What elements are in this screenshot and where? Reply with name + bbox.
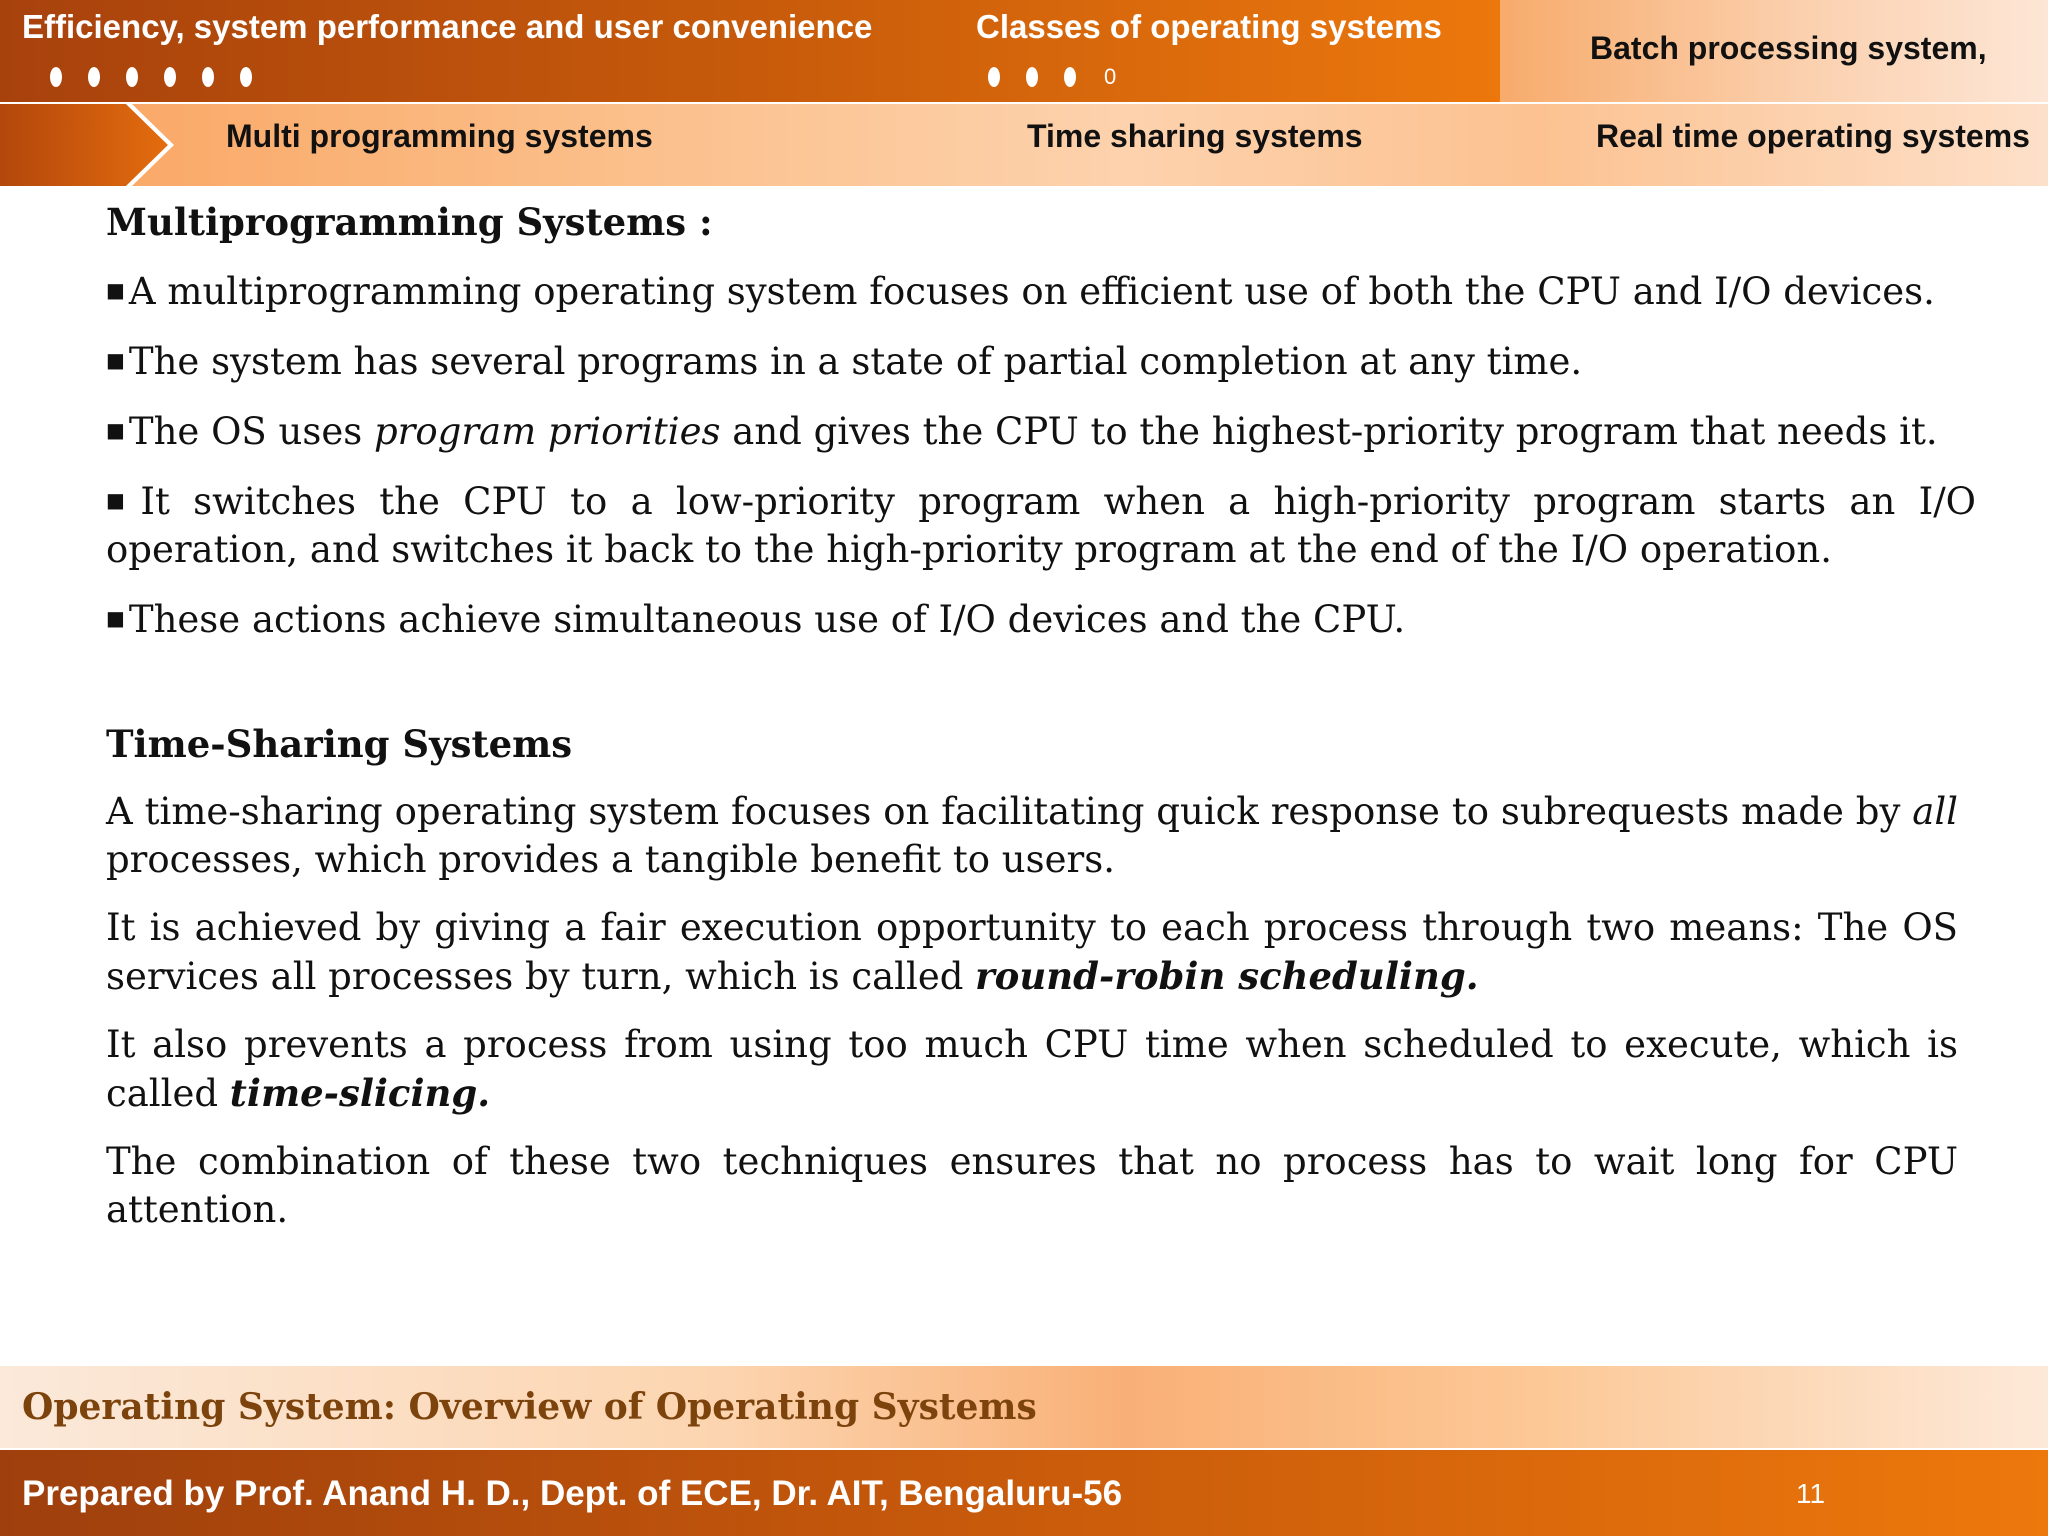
progress-dot (240, 67, 252, 87)
paragraph (106, 788, 1958, 884)
paragraph (106, 1138, 1958, 1234)
paragraph-text: processes, which provides a tangible benefit to users. (106, 838, 1115, 881)
paragraph-text: It also prevents a process from using too much CPU time when scheduled to execute, which is called (106, 1023, 1958, 1115)
nav-efficiency-performance[interactable]: Efficiency, system performance and user convenience (22, 8, 873, 45)
bullet-text: The OS uses (128, 410, 374, 453)
emphasis-program-priorities: program priorities (373, 410, 721, 453)
nav-batch-processing[interactable]: Batch processing system, (1590, 30, 1987, 66)
section-heading-time-sharing: Time-Sharing Systems (106, 722, 573, 766)
paragraph-text: It is achieved by giving a fair execution opportunity to each process through two means: The OS services all processes by turn, which is called (106, 906, 1958, 998)
bullet-item (106, 336, 1976, 386)
progress-dots-2 (988, 62, 1138, 90)
progress-dot-open: 0 (1104, 63, 1139, 89)
nav-real-time-os[interactable]: Real time operating systems (1596, 118, 2030, 154)
progress-dot (50, 67, 62, 87)
course-title: Operating System: Overview of Operating Systems (22, 1386, 1037, 1428)
progress-dot (164, 67, 176, 87)
slide-content (106, 198, 1976, 1254)
bullet-item (106, 266, 1976, 316)
progress-dot (1026, 67, 1038, 87)
page-number: 11 (1796, 1478, 1826, 1509)
bullet-square-icon: ■ (106, 348, 125, 372)
paragraph (106, 1021, 1958, 1118)
nav-multi-programming[interactable]: Multi programming systems (226, 118, 653, 154)
bullet-square-icon: ■ (106, 488, 137, 512)
progress-dot (988, 67, 1000, 87)
bullet-text: These actions achieve simultaneous use of I/O devices and the CPU. (128, 598, 1406, 641)
section-heading-multiprogramming: Multiprogramming Systems : (106, 200, 713, 244)
progress-dot (88, 67, 100, 87)
progress-dot (202, 67, 214, 87)
bullet-square-icon: ■ (106, 418, 125, 442)
author-credit: Prepared by Prof. Anand H. D., Dept. of ECE, Dr. AIT, Bengaluru-56 (22, 1474, 1123, 1513)
bullet-square-icon: ■ (106, 278, 125, 302)
bullet-text: A multiprogramming operating system focuses on efficient use of both the CPU and I/O devices. (128, 270, 1935, 313)
progress-dot (126, 67, 138, 87)
bullet-item (106, 476, 1976, 574)
term-round-robin: round-robin scheduling. (975, 954, 1479, 998)
nav-time-sharing[interactable]: Time sharing systems (1027, 118, 1363, 154)
bullet-square-icon: ■ (106, 606, 125, 630)
paragraph-text: A time-sharing operating system focuses on facilitating quick response to subrequests made by (106, 790, 1913, 833)
header (0, 0, 2048, 186)
bullet-text: It switches the CPU to a low-priority program when a high-priority program starts an I/O operation, and switches it back to the high-priority program at the end of the I/O operation. (106, 480, 1976, 571)
bullet-text: and gives the CPU to the highest-priority program that needs it. (720, 410, 1938, 453)
progress-dots-1 (50, 62, 278, 90)
bullet-item (106, 406, 1976, 456)
term-time-slicing: time-slicing. (229, 1071, 491, 1115)
progress-dot (1064, 67, 1076, 87)
paragraph-text: The combination of these two techniques ensures that no process has to wait long for CPU attention. (106, 1140, 1958, 1231)
paragraph (106, 904, 1958, 1001)
bullet-text: The system has several programs in a state of partial completion at any time. (128, 340, 1583, 383)
bullet-item (106, 594, 1976, 644)
emphasis-all: all (1912, 790, 1958, 833)
nav-classes-of-os[interactable]: Classes of operating systems (976, 8, 1442, 45)
